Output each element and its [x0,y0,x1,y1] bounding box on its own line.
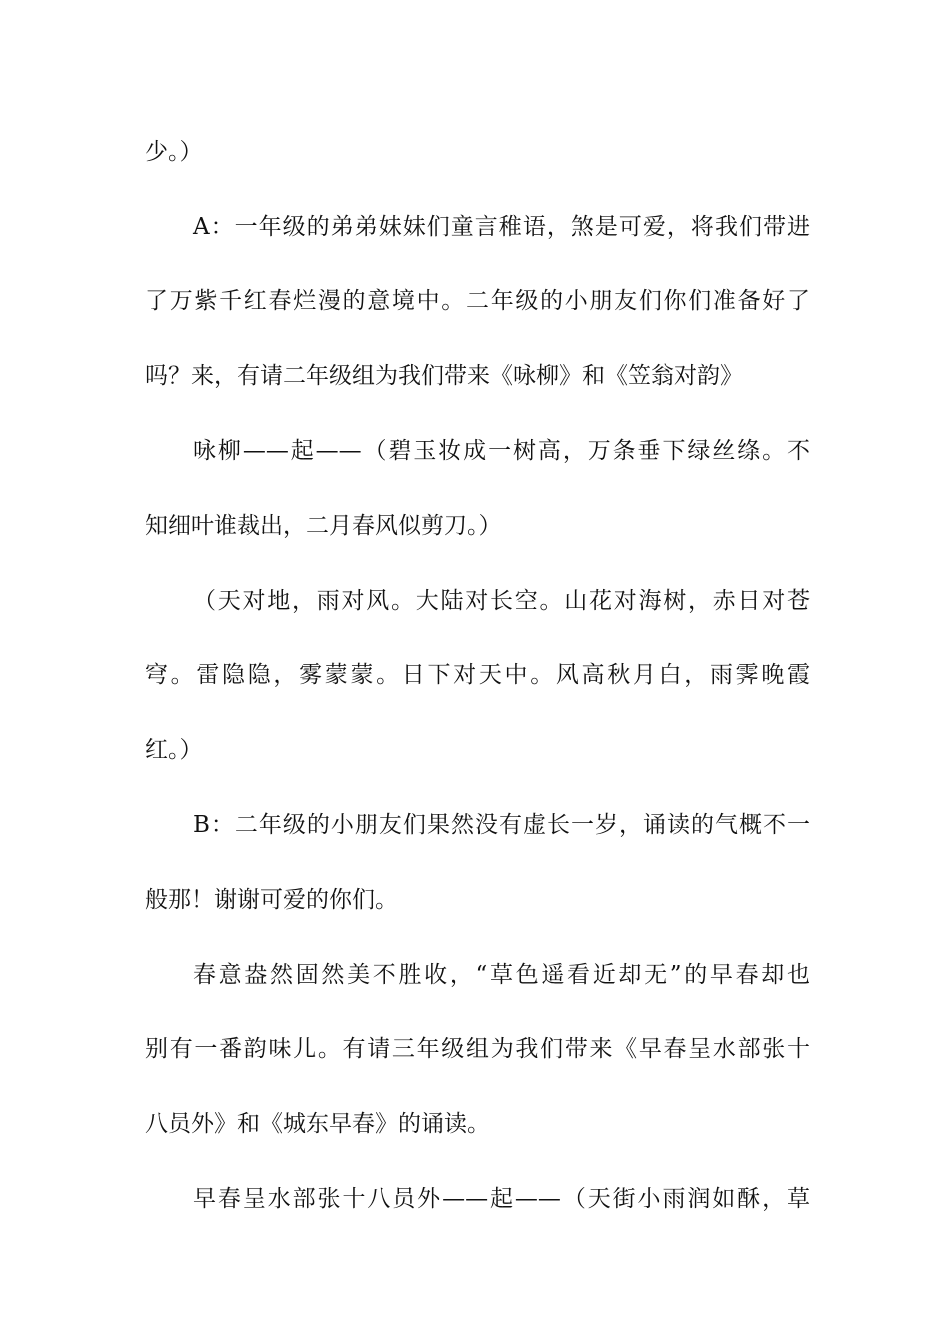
text-line-13: 别有一番韵味儿。有请三年级组为我们带来《早春呈水部张十 [145,1036,810,1062]
text-line-4: 吗？来，有请二年级组为我们带来《咏柳》和《笠翁对韵》 [145,363,743,389]
text-line-10: B：二年级的小朋友们果然没有虚长一岁，诵读的气概不一 [193,812,810,838]
text-line-9: 红。） [145,737,203,763]
text-line-3: 了万紫千红春烂漫的意境中。二年级的小朋友们你们准备好了 [145,288,810,314]
text-line-5: 咏柳——起——（碧玉妆成一树高，万条垂下绿丝绦。不 [193,438,810,464]
text-line-15: 早春呈水部张十八员外——起——（天街小雨润如酥，草 [193,1186,810,1212]
text-line-2: A：一年级的弟弟妹妹们童言稚语，煞是可爱，将我们带进 [193,214,810,240]
text-line-7: （天对地，雨对风。大陆对长空。山花对海树，赤日对苍 [193,588,810,614]
text-line-1: 少。） [145,139,203,165]
text-line-11: 般那！谢谢可爱的你们。 [145,887,398,913]
text-line-12: 春意盎然固然美不胜收，“草色遥看近却无”的早春却也 [193,962,810,988]
text-line-6: 知细叶谁裁出，二月春风似剪刀。） [145,513,502,539]
text-line-14: 八员外》和《城东早春》的诵读。 [145,1111,490,1137]
text-line-8: 穹。雷隐隐，雾蒙蒙。日下对天中。风高秋月白，雨霁晚霞 [145,662,810,688]
